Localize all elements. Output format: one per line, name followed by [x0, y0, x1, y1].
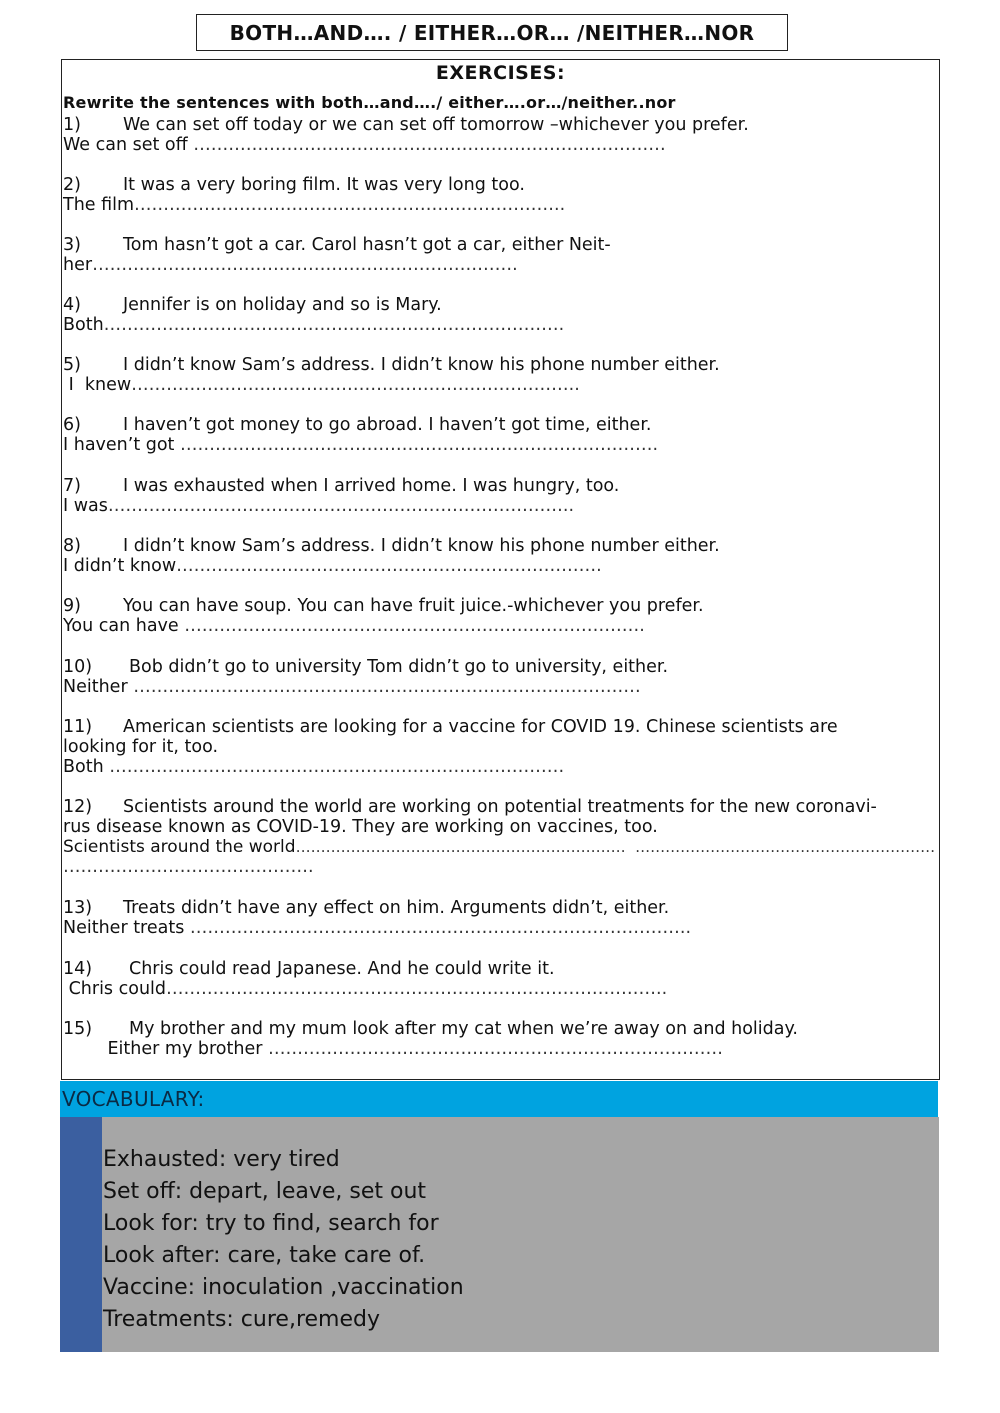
exercise-instruction: Rewrite the sentences with both…and…./ either….or…/neither..nor	[63, 93, 676, 112]
exercise-item-14	[63, 959, 937, 999]
vocabulary-header-bar	[60, 1081, 938, 1117]
answer-blank[interactable]: ……………………………………………………………….	[176, 556, 602, 576]
answer-blank[interactable]: …………………………………………………………………………..	[166, 979, 668, 999]
exercise-item-6	[63, 415, 937, 455]
vocabulary-label: VOCABULARY:	[62, 1087, 205, 1111]
item-number: 6)	[63, 415, 81, 435]
item-question: You can have soup. You can have fruit juice.-whichever you prefer.	[123, 596, 704, 616]
item-question: I didn’t know Sam’s address. I didn’t know his phone number either.	[123, 355, 720, 375]
answer-blank[interactable]: …………………………………………………………………..	[131, 375, 580, 395]
answer-prompt: Both	[63, 315, 104, 335]
exercise-item-10	[63, 657, 937, 697]
exercise-item-8	[63, 536, 937, 576]
answer-prompt: Neither	[63, 677, 128, 697]
answer-prompt: Chris could	[63, 979, 167, 999]
answer-prompt: We can set off	[63, 135, 188, 155]
item-question: Tom hasn’t got a car. Carol hasn’t got a car, either Neit-	[123, 235, 611, 255]
item-number: 11)	[63, 717, 93, 737]
vocabulary-panel	[60, 1117, 939, 1352]
item-number: 9)	[63, 596, 81, 616]
item-question: It was a very boring film. It was very long too.	[123, 175, 525, 195]
exercises-heading: EXERCISES:	[435, 62, 566, 84]
answer-blank-cont[interactable]: …………………………………….	[63, 857, 314, 877]
item-number: 12)	[63, 797, 93, 817]
exercise-item-9	[63, 596, 937, 636]
item-number: 1)	[63, 115, 81, 135]
exercise-item-12	[63, 797, 937, 877]
item-question: Scientists around the world are working on potential treatments for the new coronavi-	[123, 797, 877, 817]
vocabulary-list	[103, 1144, 464, 1336]
item-question-cont: rus disease known as COVID-19. They are working on vaccines, too.	[63, 817, 658, 837]
item-question: American scientists are looking for a vaccine for COVID 19. Chinese scientists are	[123, 717, 838, 737]
item-number: 7)	[63, 476, 81, 496]
answer-prompt: You can have	[63, 616, 179, 636]
vocabulary-item: Treatments: cure,remedy	[103, 1307, 380, 1332]
item-question: Chris could read Japanese. And he could write it.	[129, 959, 555, 979]
item-number: 2)	[63, 175, 81, 195]
exercise-item-2	[63, 175, 937, 215]
answer-prompt: I didn’t know	[63, 556, 177, 576]
exercise-item-7	[63, 476, 937, 516]
answer-blank[interactable]: ……………………………………………………………….	[92, 255, 518, 275]
item-question: Treats didn’t have any effect on him. Arguments didn’t, either.	[123, 898, 670, 918]
answer-blank[interactable]: ……………………………………………………………………..	[107, 496, 575, 516]
answer-blank[interactable]: ………………………………………………………………………	[187, 135, 666, 155]
exercise-item-11	[63, 717, 937, 777]
answer-blank[interactable]: ……………………………………………………………………	[103, 757, 565, 777]
exercise-item-13	[63, 898, 937, 938]
exercise-item-1	[63, 115, 937, 155]
item-number: 8)	[63, 536, 81, 556]
vocabulary-item: Set off: depart, leave, set out	[103, 1179, 427, 1204]
answer-prompt: Either my brother	[63, 1039, 263, 1059]
answer-blank[interactable]: ……………………………………………………………………….	[174, 435, 659, 455]
answer-blank[interactable]: …………………………………………………………………….	[103, 315, 565, 335]
answer-blank[interactable]: …………………………………………………………………………..	[184, 918, 692, 938]
item-number: 10)	[63, 657, 93, 677]
answer-prompt: I haven’t got	[63, 435, 175, 455]
worksheet-title: BOTH…AND…. / EITHER…OR… /NEITHER…NOR	[196, 14, 788, 51]
exercise-item-4	[63, 295, 937, 335]
answer-prompt: Neither treats	[63, 918, 185, 938]
item-question: My brother and my mum look after my cat when we’re away on and holiday.	[129, 1019, 798, 1039]
vocabulary-item: Exhausted: very tired	[103, 1147, 340, 1172]
item-question: I was exhausted when I arrived home. I was hungry, too.	[123, 476, 620, 496]
answer-blank[interactable]: …………………………………………………………………….	[178, 616, 645, 636]
item-number: 13)	[63, 898, 93, 918]
item-number: 5)	[63, 355, 81, 375]
answer-prompt: I was	[63, 496, 108, 516]
item-number: 15)	[63, 1019, 93, 1039]
exercise-item-5	[63, 355, 937, 395]
answer-prompt: Both	[63, 757, 104, 777]
item-number: 3)	[63, 235, 81, 255]
answer-prompt: her	[63, 255, 93, 275]
vocabulary-item: Look for: try to find, search for	[103, 1211, 439, 1236]
exercise-item-15	[63, 1019, 937, 1059]
item-question: We can set off today or we can set off tomorrow –whichever you prefer.	[123, 115, 749, 135]
item-number: 14)	[63, 959, 93, 979]
item-number: 4)	[63, 295, 81, 315]
answer-blank[interactable]: ……………………………………………………………………	[262, 1039, 723, 1059]
answer-prompt: I knew	[63, 375, 132, 395]
answer-blank[interactable]: ………………………………………………………………..	[134, 195, 566, 215]
exercises-frame	[61, 59, 940, 1080]
item-question: Jennifer is on holiday and so is Mary.	[123, 295, 442, 315]
vocabulary-item: Look after: care, take care of.	[103, 1243, 426, 1268]
item-question: Bob didn’t go to university Tom didn’t go to university, either.	[129, 657, 669, 677]
answer-prompt: Scientists around the world	[63, 837, 296, 857]
vocabulary-item: Vaccine: inoculation ,vaccination	[103, 1275, 464, 1300]
item-question: I didn’t know Sam’s address. I didn’t know his phone number either.	[123, 536, 720, 556]
item-question-cont: looking for it, too.	[63, 737, 219, 757]
exercise-item-3	[63, 235, 937, 275]
answer-blank[interactable]: ………………………………………………………… ……………………………………………………	[295, 838, 936, 856]
vocabulary-side-stripe	[60, 1117, 102, 1352]
item-question: I haven’t got money to go abroad. I haven’t got time, either.	[123, 415, 652, 435]
answer-prompt: The film	[63, 195, 135, 215]
answer-blank[interactable]: ……………………………………………………………………………	[127, 677, 641, 697]
